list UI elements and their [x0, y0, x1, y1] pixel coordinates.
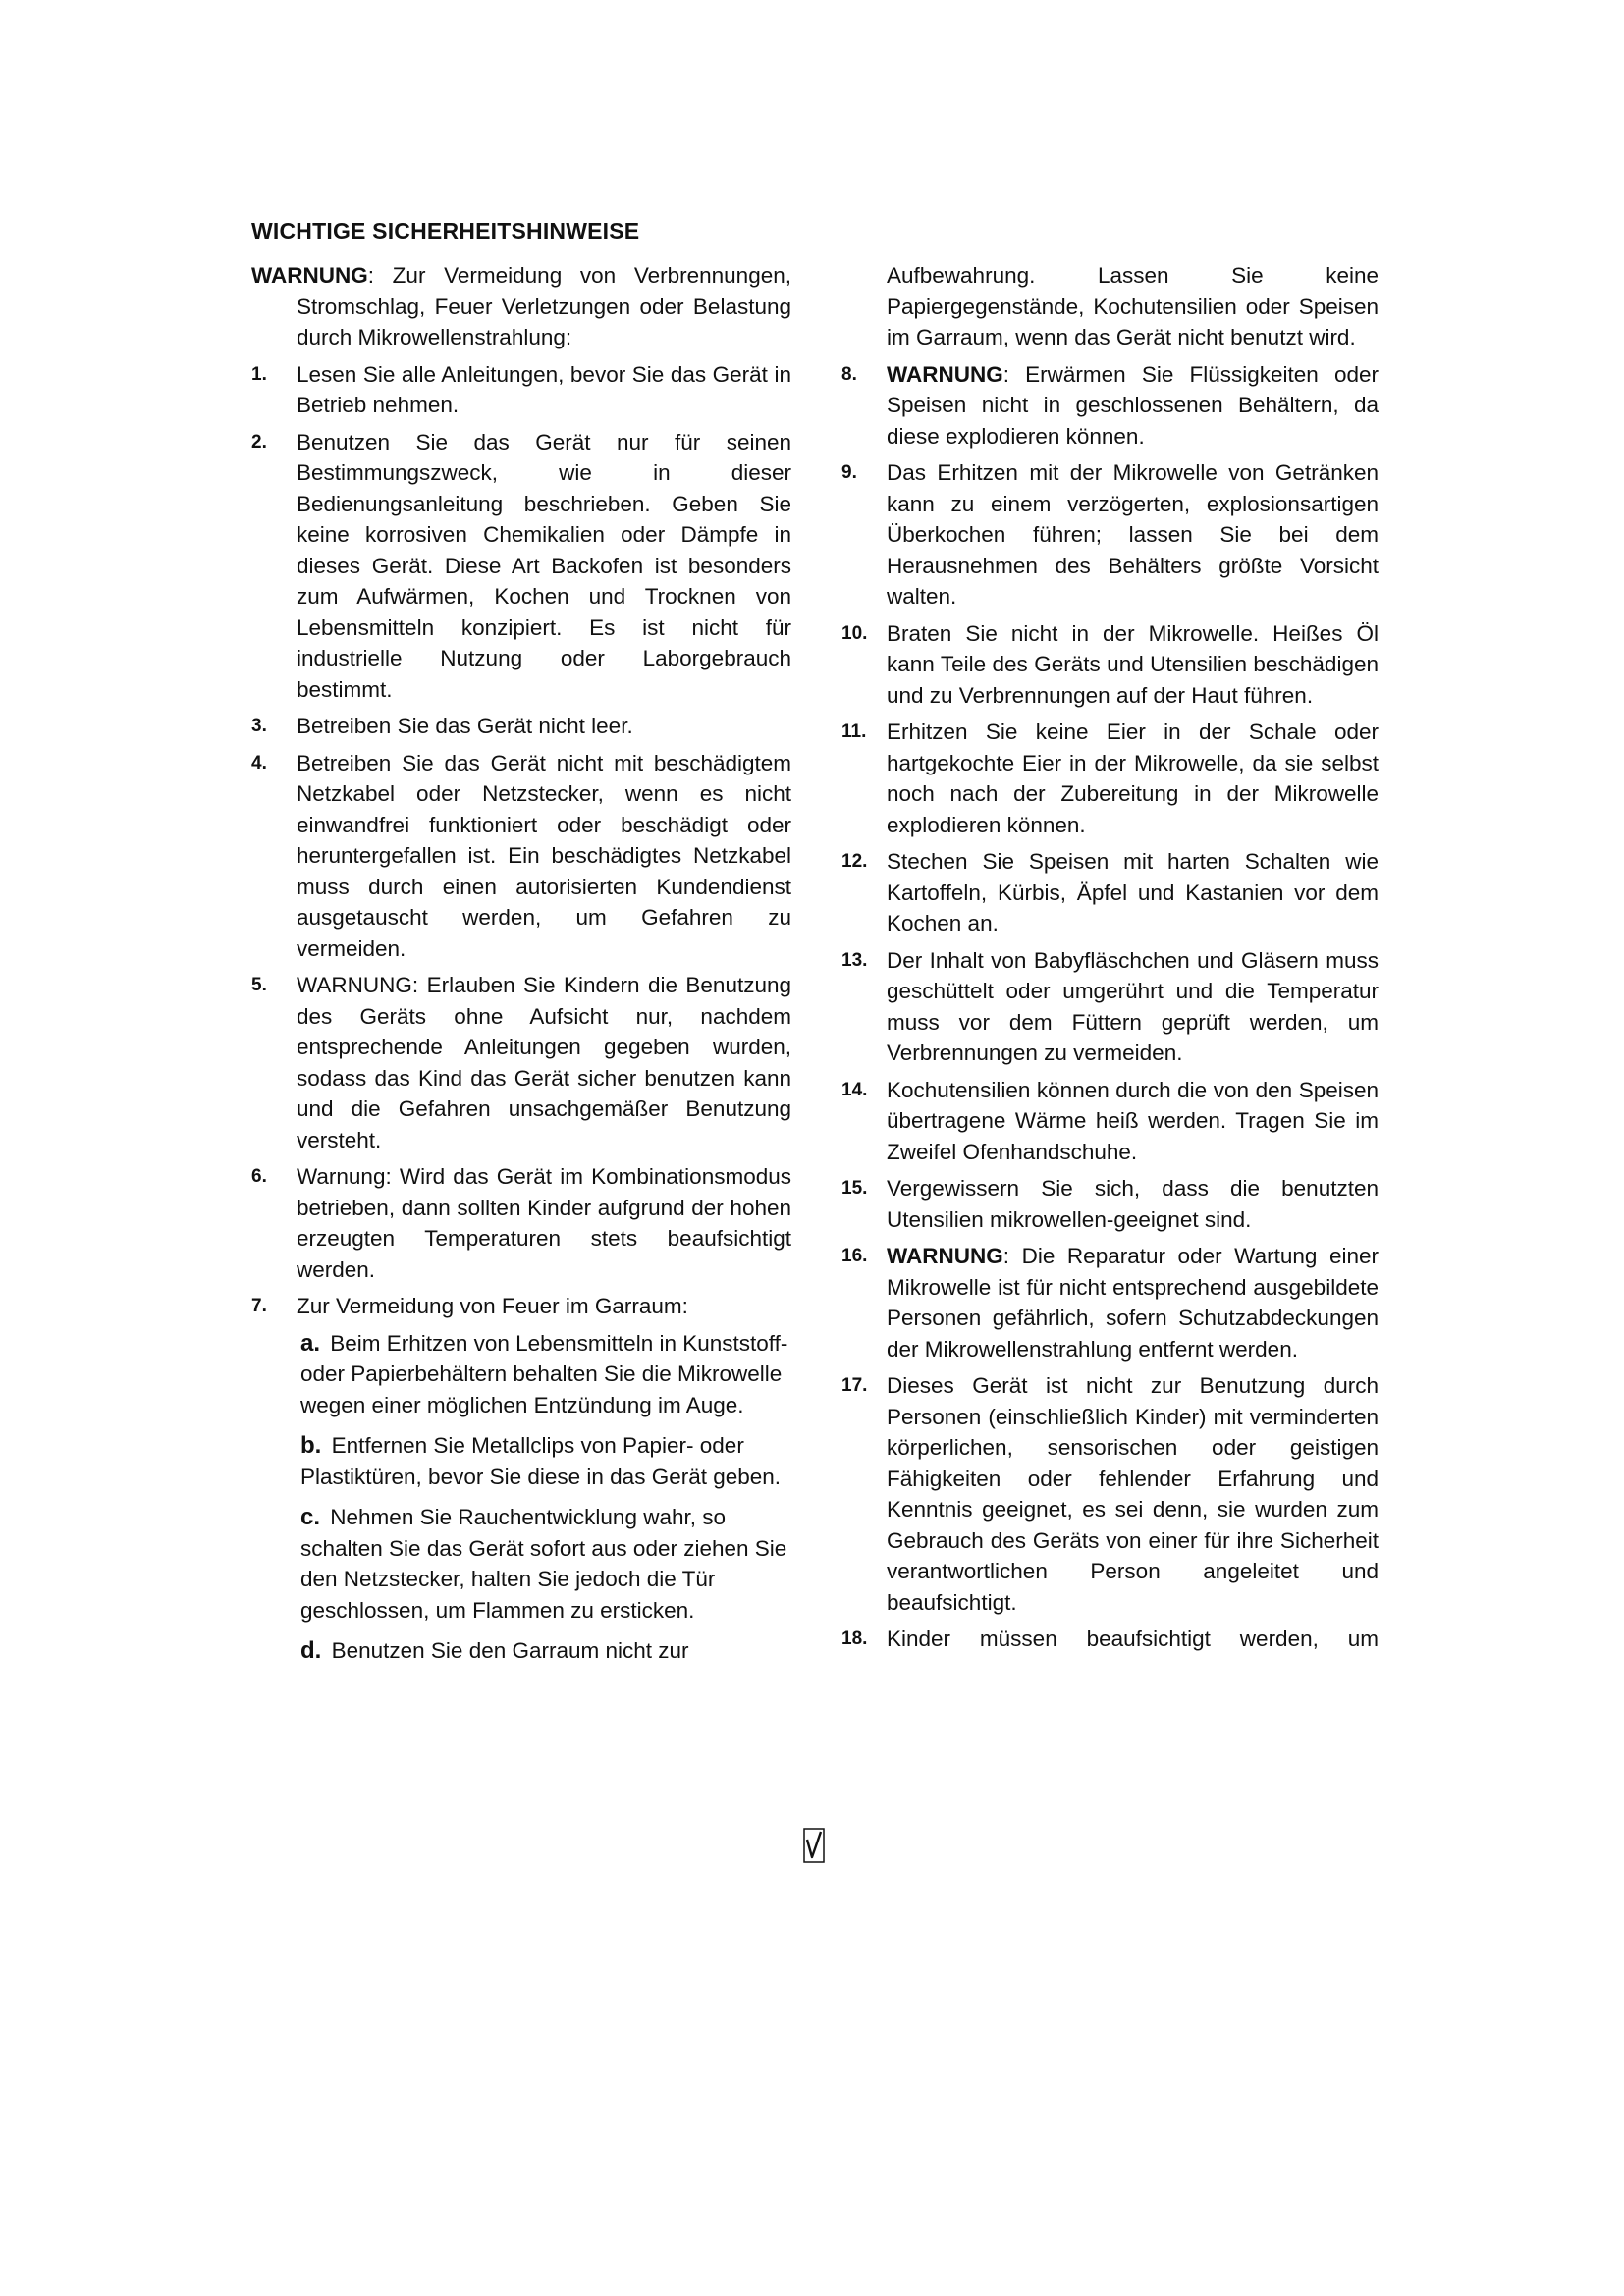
item-number: 17.	[841, 1375, 868, 1396]
warning-label: WARNUNG	[887, 1244, 1003, 1268]
item-text: : Die Reparatur oder Wartung einer Mikrowelle ist für nicht entsprechend ausgebildete Personen gefährlich, sofern Schutzabdeckungen der Mikrowellenstrahlung entfernt werden.	[887, 1244, 1379, 1362]
sub-item-letter: c.	[300, 1504, 321, 1530]
item-text: WARNUNG: Erlauben Sie Kindern die Benutzung des Geräts ohne Aufsicht nur, nachdem entsprechende Anleitungen gegeben wurden, sodass das Kind das Gerät sicher benutzen kann und die Gefahren unsachgemäßer Benutzung versteht.	[297, 973, 791, 1152]
list-item-14	[841, 1075, 1379, 1168]
item-text: Stechen Sie Speisen mit harten Schalten wie Kartoffeln, Kürbis, Äpfel und Kastanien vor dem Kochen an.	[887, 849, 1379, 935]
item-text: Betreiben Sie das Gerät nicht leer.	[297, 714, 633, 738]
item-text: Der Inhalt von Babyfläschchen und Gläsern muss geschüttelt oder umgerührt und die Temperatur muss vor dem Füttern geprüft werden, um Verbrennungen zu vermeiden.	[887, 947, 1379, 1065]
list-item-11	[841, 717, 1379, 840]
list-item-15	[841, 1173, 1379, 1235]
sub-item-text: Entfernen Sie Metallclips von Papier- oder Plastiktüren, bevor Sie diese in das Gerät geben.	[300, 1433, 782, 1489]
item-number: 15.	[841, 1178, 868, 1199]
item-number: 18.	[841, 1629, 868, 1649]
item-text: Kinder müssen beaufsichtigt werden, um	[887, 1627, 1379, 1651]
page-number-glyph-icon	[803, 1828, 825, 1863]
list-item-6	[251, 1161, 791, 1285]
sub-item-text: Benutzen Sie den Garraum nicht zur	[331, 1638, 689, 1663]
list-item-7	[251, 1291, 791, 1322]
item-number: 16.	[841, 1246, 868, 1266]
list-item-5	[251, 970, 791, 1155]
intro-warning-text: : Zur Vermeidung von Verbrennungen, Stromschlag, Feuer Verletzungen oder Belastung durch Mikrowellenstrahlung:	[297, 263, 791, 349]
list-item-3	[251, 711, 791, 742]
item-text: Braten Sie nicht in der Mikrowelle. Heißes Öl kann Teile des Geräts und Utensilien beschädigen und zu Verbrennungen auf der Haut führen.	[887, 620, 1379, 708]
sub-item-text: Nehmen Sie Rauchentwicklung wahr, so schalten Sie das Gerät sofort aus oder ziehen Sie den Netzstecker, halten Sie jedoch die Tür geschlossen, um Flammen zu ersticken.	[300, 1505, 787, 1623]
item-number: 2.	[251, 431, 267, 453]
list-item-13	[841, 945, 1379, 1069]
item-text: Benutzen Sie das Gerät nur für seinen Bestimmungszweck, wie in dieser Bedienungsanleitung beschrieben. Geben Sie keine korrosiven Chemikalien oder Dämpfe in dieses Gerät. Diese Art Backofen ist besonders zum Aufwärmen, Kochen und Trocknen von Lebensmitteln konzipiert. Es ist nicht für industrielle Nutzung oder Laborgebrauch bestimmt.	[297, 429, 791, 702]
item-text: Zur Vermeidung von Feuer im Garraum:	[297, 1294, 688, 1318]
page-title: WICHTIGE SICHERHEITSHINWEISE	[251, 218, 640, 243]
list-item-17	[841, 1370, 1379, 1618]
list-item-2	[251, 427, 791, 706]
item-number: 8.	[841, 363, 857, 385]
item-text: Lesen Sie alle Anleitungen, bevor Sie das Gerät in Betrieb nehmen.	[297, 361, 791, 417]
sub-item-letter: d.	[300, 1637, 322, 1664]
item-number: 1.	[251, 363, 267, 385]
item-number: 14.	[841, 1079, 868, 1100]
item-number: 12.	[841, 851, 868, 872]
item-text: Dieses Gerät ist nicht zur Benutzung durch Personen (einschließlich Kinder) mit verminderten körperlichen, sensorischen oder geistigen Fähigkeiten oder fehlender Erfahrung und Kenntnis geeignet, es sei denn, sie wurden zum Gebrauch des Geräts von einer für ihre Sicherheit verantwortlichen Person angeleitet und beaufsichtigt.	[887, 1373, 1379, 1615]
continuation-text-body: Aufbewahrung. Lassen Sie keine Papiergegenstände, Kochutensilien oder Speisen im Garraum, wenn das Gerät nicht benutzt wird.	[887, 263, 1379, 349]
intro-warning	[251, 260, 791, 353]
list-item-16	[841, 1241, 1379, 1364]
list-item-18	[841, 1624, 1379, 1655]
item-number: 3.	[251, 716, 267, 736]
item-text: Das Erhitzen mit der Mikrowelle von Getränken kann zu einem verzögerten, explosionsartigen Überkochen führen; lassen Sie bei dem Herausnehmen des Behälters größte Vorsicht walten.	[887, 460, 1379, 609]
left-column	[251, 260, 791, 1677]
item-text: Kochutensilien können durch die von den Speisen übertragene Wärme heiß werden. Tragen Sie im Zweifel Ofenhandschuhe.	[887, 1077, 1379, 1164]
sub-item-d	[300, 1635, 791, 1667]
item-number: 6.	[251, 1166, 267, 1187]
item-number: 13.	[841, 949, 868, 971]
item-text: Vergewissern Sie sich, dass die benutzten Utensilien mikrowellen-geeignet sind.	[887, 1176, 1379, 1232]
item-text: Betreiben Sie das Gerät nicht mit beschädigtem Netzkabel oder Netzstecker, wenn es nicht einwandfrei funktioniert oder beschädigt oder heruntergefallen ist. Ein beschädigtes Netzkabel muss durch einen autorisierten Kundendienst ausgetauscht werden, um Gefahren zu vermeiden.	[297, 750, 791, 961]
item-number: 10.	[841, 622, 868, 644]
item-text: Erhitzen Sie keine Eier in der Schale oder hartgekochte Eier in der Mikrowelle, da sie selbst noch nach der Zubereitung in der Mikrowelle explodieren können.	[887, 720, 1379, 837]
item-number: 4.	[251, 752, 267, 774]
continuation-text	[841, 260, 1379, 353]
list-item-12	[841, 846, 1379, 939]
item-number: 5.	[251, 975, 267, 995]
item-number: 7.	[251, 1296, 267, 1316]
sub-item-c	[300, 1502, 791, 1626]
item-text: : Erwärmen Sie Flüssigkeiten oder Speisen nicht in geschlossenen Behältern, da diese explodieren können.	[887, 361, 1379, 449]
warning-label: WARNUNG	[887, 361, 1003, 387]
list-item-1	[251, 359, 791, 421]
sub-item-a	[300, 1328, 791, 1421]
sub-item-text: Beim Erhitzen von Lebensmitteln in Kunststoff- oder Papierbehältern behalten Sie die Mikrowelle wegen einer möglichen Entzündung im Auge.	[300, 1330, 788, 1417]
item-text: Warnung: Wird das Gerät im Kombinationsmodus betrieben, dann sollten Kinder aufgrund der hohen erzeugten Temperaturen stets beaufsichtigt werden.	[297, 1164, 791, 1282]
sub-item-letter: a.	[300, 1329, 321, 1357]
item-number: 11.	[841, 721, 867, 742]
right-column	[841, 260, 1379, 1661]
list-item-8	[841, 359, 1379, 453]
list-item-9	[841, 457, 1379, 613]
item-number: 9.	[841, 462, 857, 483]
intro-warning-label: WARNUNG	[251, 263, 368, 288]
list-item-4	[251, 748, 791, 965]
list-item-10	[841, 618, 1379, 712]
sub-item-letter: b.	[300, 1432, 322, 1459]
sub-item-b	[300, 1430, 791, 1492]
